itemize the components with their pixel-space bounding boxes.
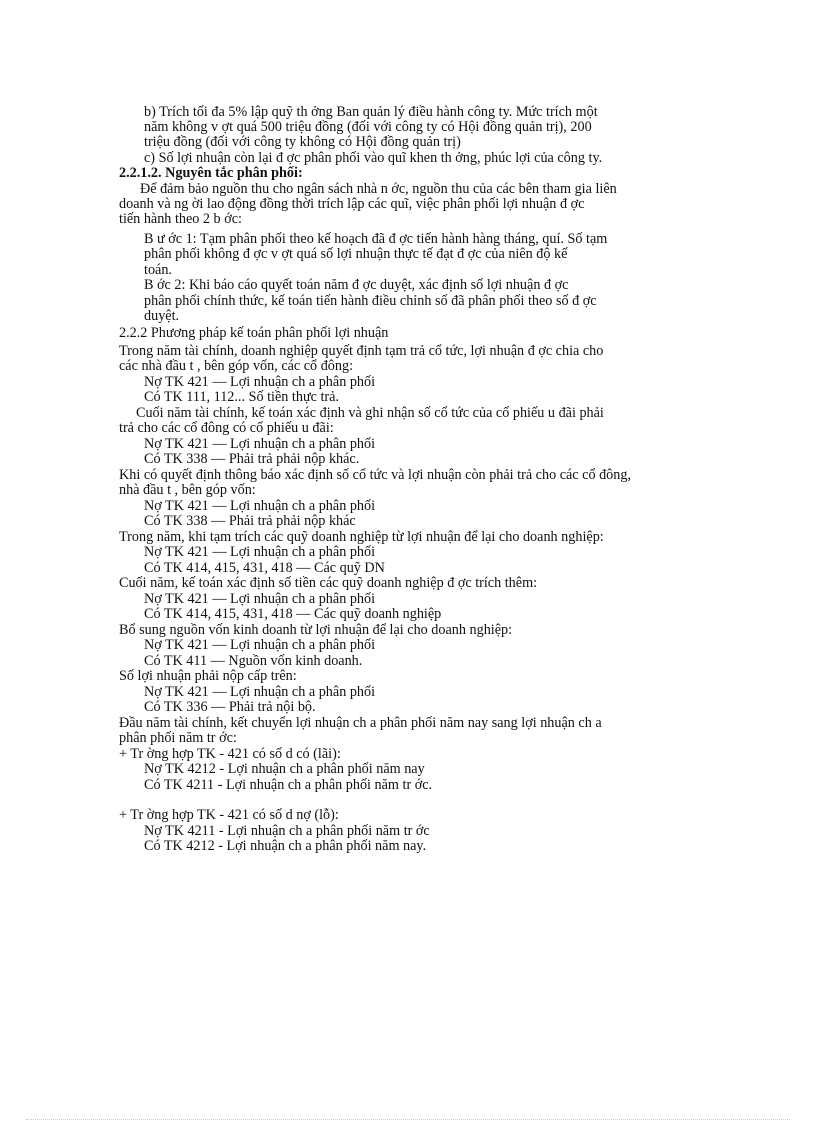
journal-entry-debit: Nợ TK 4211 - Lợi nhuận ch a phân phối năm tr ớc — [144, 823, 430, 839]
journal-entry-debit: Nợ TK 421 — Lợi nhuận ch a phân phối — [144, 591, 376, 607]
journal-entry-debit: Nợ TK 421 — Lợi nhuận ch a phân phối — [144, 498, 376, 514]
text-line: B ớc 2: Khi báo cáo quyết toán năm đ ợc duyệt, xác định số lợi nhuận đ ợc — [144, 277, 569, 293]
section-heading: 2.2.1.2. Nguyên tắc phân phối: — [119, 165, 303, 181]
text-line: Cuối năm, kế toán xác định số tiền các quỹ doanh nghiệp đ ợc trích thêm: — [119, 575, 538, 591]
text-line: phân phối không đ ợc v ợt quá số lợi nhuận thực tế đạt đ ợc của niên độ kế — [144, 246, 568, 262]
text-line: c) Số lợi nhuận còn lại đ ợc phân phối vào quĩ khen th ởng, phúc lợi của công ty. — [144, 150, 603, 166]
text-line: tiến hành theo 2 b ớc: — [119, 211, 242, 227]
journal-entry-credit: Có TK 4211 - Lợi nhuận ch a phân phối năm tr ớc. — [144, 777, 433, 793]
journal-entry-debit: Nợ TK 4212 - Lợi nhuận ch a phân phối năm nay — [144, 761, 425, 777]
section-heading: 2.2.2 Phương pháp kế toán phân phối lợi nhuận — [119, 325, 389, 341]
text-line: triệu đồng (đối với công ty không có Hội đồng quản trị) — [144, 134, 461, 150]
journal-entry-credit: Có TK 411 — Nguồn vốn kinh doanh. — [144, 653, 363, 669]
text-line: năm không v ợt quá 500 triệu đồng (đối với công ty có Hội đồng quản trị), 200 — [144, 119, 592, 135]
text-line: B ư ớc 1: Tạm phân phối theo kế hoạch đã đ ợc tiến hành hàng tháng, quí. Số tạm — [144, 231, 608, 247]
journal-entry-debit: Nợ TK 421 — Lợi nhuận ch a phân phối — [144, 544, 376, 560]
text-line: + Tr ờng hợp TK - 421 có số d có (lãi): — [119, 746, 341, 762]
text-line: phân phối chính thức, kế toán tiến hành điều chỉnh số đã phân phối theo số đ ợc — [144, 293, 597, 309]
text-line: các nhà đầu t , bên góp vốn, các cổ đông: — [119, 358, 354, 374]
text-line: nhà đầu t , bên góp vốn: — [119, 482, 256, 498]
text-line: + Tr ờng hợp TK - 421 có số d nợ (lỗ): — [119, 807, 339, 823]
page-bottom-border — [26, 1119, 790, 1120]
text-line: Trong năm, khi tạm trích các quỹ doanh nghiệp từ lợi nhuận để lại cho doanh nghiệp: — [119, 529, 604, 545]
journal-entry-credit: Có TK 4212 - Lợi nhuận ch a phân phối năm nay. — [144, 838, 427, 854]
journal-entry-debit: Nợ TK 421 — Lợi nhuận ch a phân phối — [144, 436, 376, 452]
text-line: duyệt. — [144, 308, 180, 324]
journal-entry-credit: Có TK 336 — Phải trả nội bộ. — [144, 699, 316, 715]
text-line: Để đảm bảo nguồn thu cho ngân sách nhà n ớc, nguồn thu của các bên tham gia liên — [140, 181, 617, 197]
text-line: Trong năm tài chính, doanh nghiệp quyết định tạm trả cổ tức, lợi nhuận đ ợc chia cho — [119, 343, 604, 359]
journal-entry-credit: Có TK 111, 112... Số tiền thực trả. — [144, 389, 340, 405]
journal-entry-credit: Có TK 414, 415, 431, 418 — Các quỹ DN — [144, 560, 385, 576]
journal-entry-debit: Nợ TK 421 — Lợi nhuận ch a phân phối — [144, 637, 376, 653]
text-line: phân phối năm tr ớc: — [119, 730, 237, 746]
journal-entry-credit: Có TK 414, 415, 431, 418 — Các quỹ doanh nghiệp — [144, 606, 442, 622]
text-line: Khi có quyết định thông báo xác định số cổ tức và lợi nhuận còn phải trả cho các cổ đông, — [119, 467, 632, 483]
text-line: Bổ sung nguồn vốn kinh doanh từ lợi nhuận để lại cho doanh nghiệp: — [119, 622, 513, 638]
text-line: trả cho các cổ đông có cổ phiếu u đãi: — [119, 420, 334, 436]
journal-entry-credit: Có TK 338 — Phải trả phải nộp khác — [144, 513, 356, 529]
journal-entry-credit: Có TK 338 — Phải trả phải nộp khác. — [144, 451, 360, 467]
text-line: Cuối năm tài chính, kế toán xác định và ghi nhận số cổ tức của cổ phiếu u đãi phải — [136, 405, 604, 421]
text-line: b) Trích tối đa 5% lập quỹ th ởng Ban quản lý điều hành công ty. Mức trích một — [144, 104, 598, 120]
journal-entry-debit: Nợ TK 421 — Lợi nhuận ch a phân phối — [144, 684, 376, 700]
text-line: doanh và ng ời lao động đồng thời trích lập các quĩ, việc phân phối lợi nhuận đ ợc — [119, 196, 585, 212]
journal-entry-debit: Nợ TK 421 — Lợi nhuận ch a phân phối — [144, 374, 376, 390]
text-line: toán. — [144, 262, 172, 278]
text-line: Số lợi nhuận phải nộp cấp trên: — [119, 668, 297, 684]
text-line: Đầu năm tài chính, kết chuyển lợi nhuận ch a phân phối năm nay sang lợi nhuận ch a — [119, 715, 602, 731]
